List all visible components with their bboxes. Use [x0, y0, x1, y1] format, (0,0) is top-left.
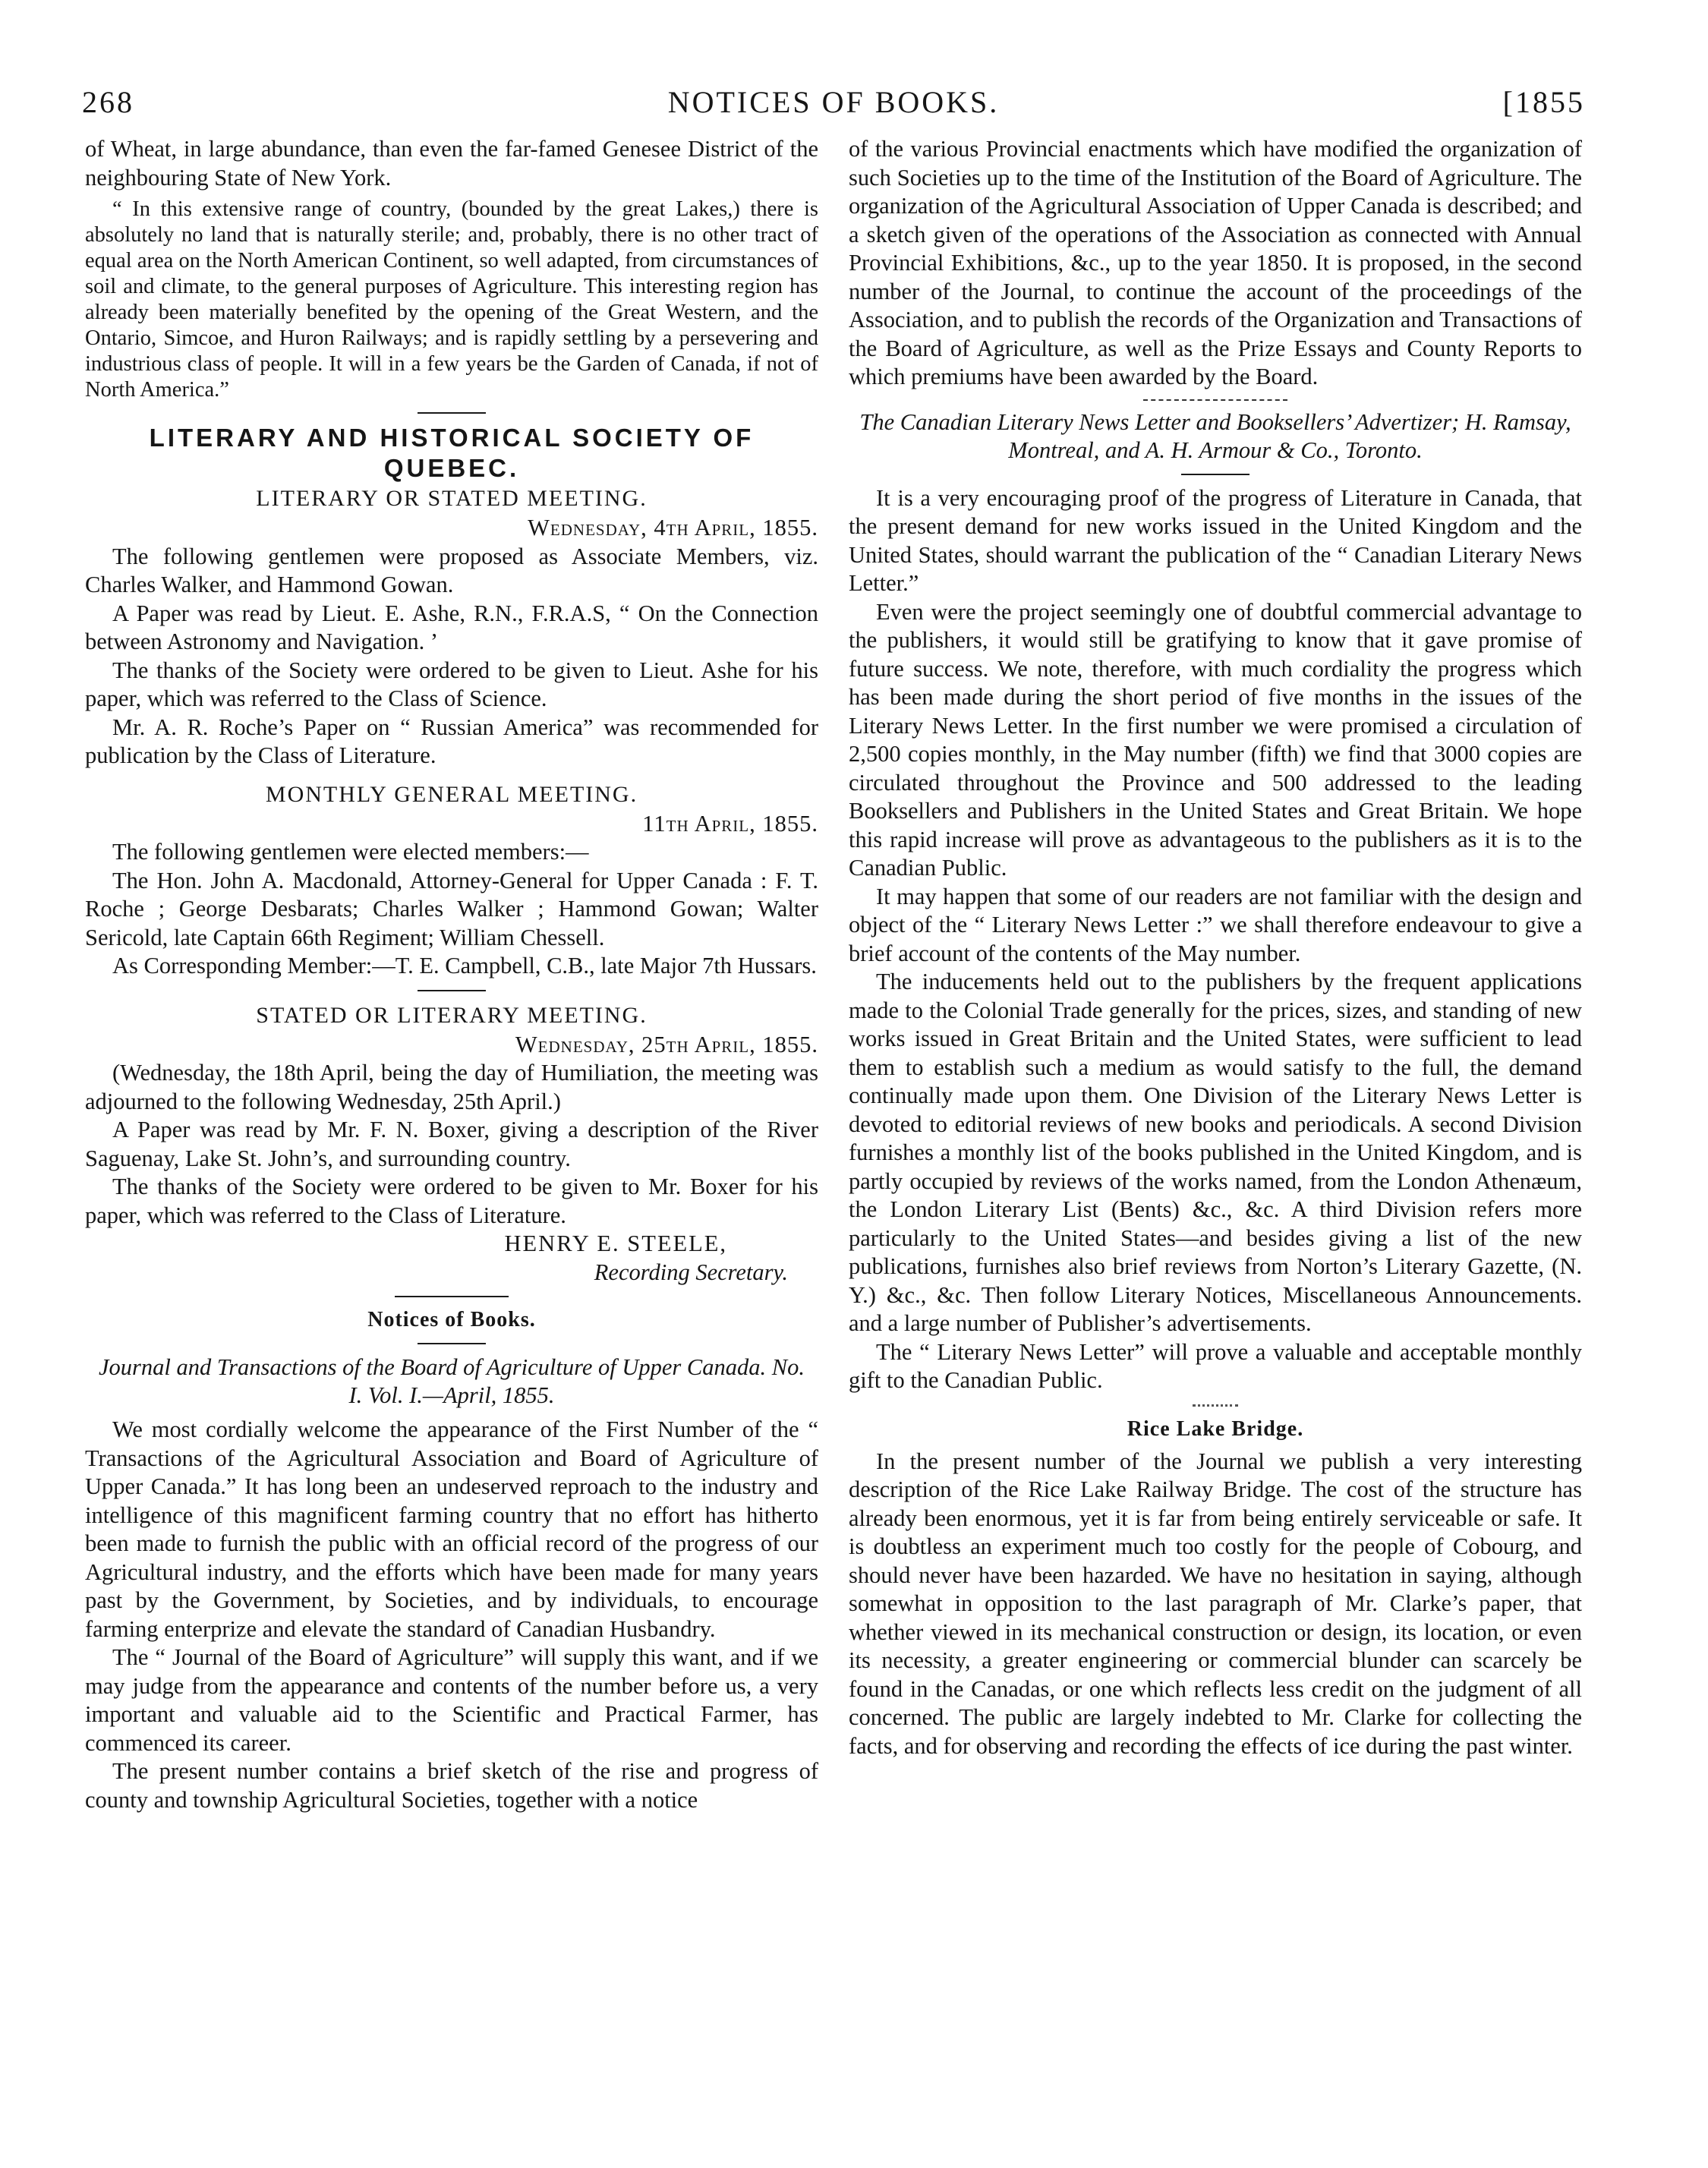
- header-year: [1855: [1502, 85, 1585, 119]
- quoted-passage: “ In this extensive range of country, (bounded by the great Lakes,) there is absolutely no land that is naturally sterile; and, probably, there is no other tract of equal area on the North American Continent, so well adapted, from circumstances of soil and climate, to the general purposes of Agriculture. This interesting region has already been materially benefited by the opening of the Great Western, and the Ontario, Simcoe, and Huron Railways; and is rapidly settling by a persevering and industrious class of people. It will in a few years be the Garden of Canada, if not of North America.”: [85, 197, 818, 402]
- signature-role: Recording Secretary.: [594, 1259, 788, 1285]
- review-paragraph: Even were the project seemingly one of doubtful commercial advantage to the publishers, it would still be gratifying to know that it gave promise of future success. We note, therefore, with much cordiality the progress which has been made during the short period of five months in the issues of the Literary News Letter. In the first number we were promised a circulation of 2,500 copies monthly, in the May number (fifth) we find that 3000 copies are circulated throughout the Province and 500 addressed to the leading Booksellers and Publishers in the United States and Great Britain. We hope this rapid increase will prove as advantageous to the publishers as it is to the Canadian Public.: [849, 598, 1582, 881]
- minutes-paragraph: The following gentlemen were proposed as Associate Members, viz. Charles Walker, and Hammond Gowan.: [85, 543, 818, 597]
- section-rule: [418, 412, 486, 414]
- review-paragraph: The “ Literary News Letter” will prove a valuable and acceptable monthly gift to the Canadian Public.: [849, 1338, 1582, 1393]
- left-column: [85, 135, 818, 1814]
- minutes-paragraph: The following gentlemen were elected members:—: [112, 839, 589, 865]
- right-column: [849, 135, 1582, 1760]
- meeting-date: 11th April, 1855.: [642, 810, 818, 837]
- minutes-paragraph: The thanks of the Society were ordered to be given to Lieut. Ashe for his paper, which was referred to the Class of Science.: [85, 657, 818, 711]
- rice-lake-paragraph: In the present number of the Journal we publish a very interesting description of the Rice Lake Railway Bridge. The cost of the structure has already been enormous, yet it is far from being entirely serviceable or safe. It is doubtless an experiment much too costly for the people of Cobourg, and should never have been hazarded. We have no hesitation in saying, although somewhat in opposition to the last paragraph of Mr. Clarke’s paper, that whether viewed in its mechanical construction or design, its location, or even its necessity, a greater engineering or commercial blunder can scarcely be found in the Canadas, or one which reflects less credit on the judgment of all concerned. The public are largely indebted to Mr. Clarke for collecting the facts, and for observing and recording the effects of ice during the past winter.: [849, 1448, 1582, 1759]
- meeting-date: Wednesday, 25th April, 1855.: [515, 1031, 818, 1057]
- minutes-paragraph: As Corresponding Member:—T. E. Campbell, C.B., late Major 7th Hussars.: [112, 953, 817, 978]
- minutes-paragraph: (Wednesday, the 18th April, being the day of Humiliation, the meeting was adjourned to the following Wednesday, 25th April.): [85, 1060, 818, 1114]
- review-paragraph: It is a very encouraging proof of the progress of Literature in Canada, that the present demand for new works issued in the United Kingdom and the United States, should warrant the publication of the “ Canadian Literary News Letter.”: [849, 484, 1582, 596]
- meeting-title: MONTHLY GENERAL MEETING.: [265, 781, 638, 807]
- signature-name: HENRY E. STEELE,: [504, 1231, 727, 1256]
- review-paragraph: We most cordially welcome the appearance of the First Number of the “ Transactions of the Agricultural Association and Board of Agriculture of Upper Canada.” It has long been an undeserved reproach to the industry and intelligence of this magnificent farming country that no effort has hitherto been made to furnish the public with an official record of the progress of our Agricultural industry, and the efforts which have been made for many years past by the Government, by Societies, and by individuals, to encourage farming enterprize and elevate the standard of Canadian Husbandry.: [85, 1416, 818, 1642]
- meeting-title: STATED OR LITERARY MEETING.: [256, 1002, 648, 1028]
- rice-lake-heading: Rice Lake Bridge.: [1127, 1416, 1304, 1441]
- running-header: [82, 80, 1585, 125]
- continued-paragraph: of the various Provincial enactments which have modified the organization of such Societies up to the time of the Institution of the Board of Agriculture. The organization of the Agricultural Association of Upper Canada is described; and a sketch given of the operations of the Association as connected with Annual Provincial Exhibitions, &c., up to the year 1850. It is proposed, in the second number of the Journal, to continue the account of the proceedings of the Association, and to publish the records of the Organization and Transactions of the Board of Agriculture, as well as the Prize Essays and County Reports to which premiums have been awarded by the Board.: [849, 136, 1582, 389]
- left-intro-paragraph: of Wheat, in large abundance, than even the far-famed Genesee District of the neighbouring State of New York.: [85, 136, 818, 191]
- minutes-paragraph: The thanks of the Society were ordered to be given to Mr. Boxer for his paper, which was referred to the Class of Literature.: [85, 1174, 818, 1228]
- section-rule: [1143, 399, 1287, 401]
- minutes-paragraph: The Hon. John A. Macdonald, Attorney-General for Upper Canada : F. T. Roche ; George Desbarats; Charles Walker ; Hammond Gowan; Walter Sericold, late Captain 66th Regiment; William Chessell.: [85, 867, 818, 950]
- section-rule: [418, 990, 486, 991]
- meeting-date: Wednesday, 4th April, 1855.: [528, 515, 818, 540]
- minutes-paragraph: A Paper was read by Lieut. E. Ashe, R.N., F.R.A.S, “ On the Connection between Astronomy and Navigation. ’: [85, 600, 818, 654]
- section-rule: [395, 1296, 509, 1297]
- minutes-paragraph: Mr. A. R. Roche’s Paper on “ Russian America” was recommended for publication by the Class of Literature.: [85, 714, 818, 768]
- society-heading: LITERARY AND HISTORICAL SOCIETY OF QUEBEC.: [149, 424, 755, 482]
- minutes-paragraph: A Paper was read by Mr. F. N. Boxer, giving a description of the River Saguenay, Lake St. John’s, and surrounding country.: [85, 1117, 818, 1171]
- notices-heading: Notices of Books.: [367, 1308, 536, 1331]
- running-title: NOTICES OF BOOKS.: [667, 85, 1000, 119]
- review-paragraph: It may happen that some of our readers are not familiar with the design and object of the “ Literary News Letter :” we shall therefore endeavour to give a brief account of the contents of the May number.: [849, 883, 1582, 966]
- meeting-title: LITERARY OR STATED MEETING.: [256, 486, 648, 511]
- section-rule: [1193, 1404, 1238, 1407]
- page-number: 268: [82, 85, 134, 119]
- review-paragraph: The present number contains a brief sketch of the rise and progress of county and township Agricultural Societies, together with a notice: [85, 1758, 818, 1813]
- section-rule: [418, 1343, 486, 1344]
- review-paragraph: The inducements held out to the publishers by the frequent applications made to the Colonial Trade generally for the prices, sizes, and standing of new works issued in Great Britain and the United States, were sufficient to lead them to establish such a medium as would satisfy to the full, the demand continually made upon them. One Division of the Literary News Letter is devoted to editorial reviews of new books and periodicals. A second Division furnishes a monthly list of the books published in the United Kingdom, and is partly occupied by reviews of the works named, from the London Athenæum, the London Literary List (Bents) &c., &c. A third Division refers more particularly to the United States—and besides giving a list of the new publications, furnishes also brief reviews from Norton’s Literary Gazette, (N. Y.) &c., &c. Then follow Literary Notices, Miscellaneous Announcements. and a large number of Publisher’s advertisements.: [849, 969, 1582, 1336]
- review-title: The Canadian Literary News Letter and Booksellers’ Advertizer; H. Ramsay, Montreal, and A. H. Armour & Co., Toronto.: [859, 408, 1571, 463]
- review-paragraph: The “ Journal of the Board of Agriculture” will supply this want, and if we may judge from the appearance and contents of the number before us, a very important and valuable aid to the Scientific and Practical Farmer, has commenced its career.: [85, 1644, 818, 1756]
- section-rule: [1181, 474, 1249, 475]
- review-title: Journal and Transactions of the Board of Agriculture of Upper Canada. No. I. Vol. I.—April, 1855.: [99, 1354, 805, 1408]
